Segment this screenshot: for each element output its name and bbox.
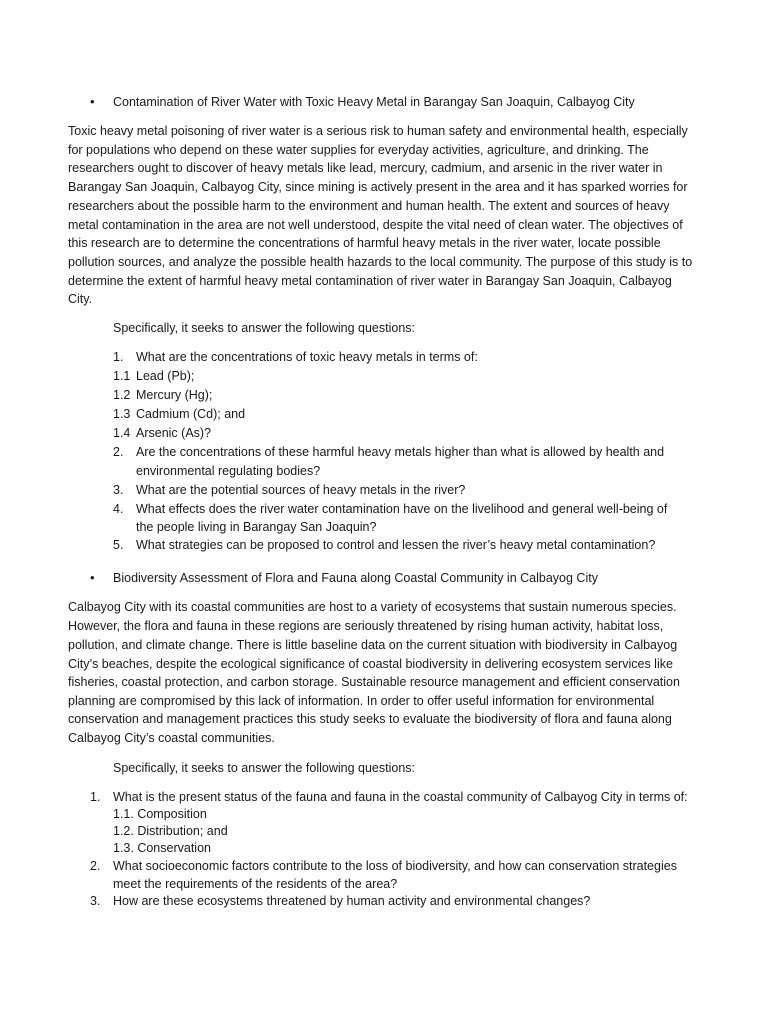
list-number: 1.3 <box>113 407 131 421</box>
paragraph-line: City. <box>68 292 93 307</box>
sub-list-item: 1.2. Distribution; and <box>113 824 228 838</box>
paragraph-line: pollution sources, and analyze the possible health hazards to the local community. The purpose of this study is to <box>68 254 693 269</box>
list-number: 1. <box>113 350 124 364</box>
list-item: Mercury (Hg); <box>136 388 213 402</box>
list-item: What is the present status of the fauna and fauna in the coastal community of Calbayog City in terms of: <box>113 790 688 804</box>
list-item: How are these ecosystems threatened by human activity and environmental changes? <box>113 894 591 908</box>
list-number: 1. <box>90 790 101 804</box>
list-item: Lead (Pb); <box>136 369 195 383</box>
section-heading: Contamination of River Water with Toxic Heavy Metal in Barangay San Joaquin, Calbayog City <box>113 95 635 109</box>
list-item-continuation: environmental regulating bodies? <box>136 464 321 478</box>
list-number: 3. <box>90 894 101 908</box>
list-item: Are the concentrations of these harmful heavy metals higher than what is allowed by health and <box>136 445 665 459</box>
questions-intro: Specifically, it seeks to answer the following questions: <box>113 321 416 335</box>
paragraph-line: planning are compromised by this lack of information. In order to offer useful information for environmental <box>68 694 655 708</box>
paragraph-line: conservation and management practices this study seeks to evaluate the biodiversity of flora and fauna along <box>68 712 672 726</box>
paragraph-line: However, the flora and fauna in these regions are seriously threatened by rising human activity, habitat loss, <box>68 619 664 633</box>
paragraph-line: pollution, and climate change. There is little baseline data on the current situation with biodiversity in Calbayog <box>68 638 678 652</box>
list-item-continuation: the people living in Barangay San Joaquin? <box>136 520 377 534</box>
list-number: 2. <box>90 859 101 873</box>
paragraph-line: determine the extent of harmful heavy metal contamination of river water in Barangay San Joaquin, Calbayog <box>68 273 672 288</box>
sub-list-item: 1.3. Conservation <box>113 841 211 855</box>
bullet-marker: • <box>90 570 95 585</box>
list-item: What effects does the river water contamination have on the livelihood and general well-being of <box>136 502 668 516</box>
list-item: Arsenic (As)? <box>136 426 212 440</box>
list-number: 4. <box>113 502 124 516</box>
paragraph-line: Barangay San Joaquin, Calbayog City, since mining is actively present in the area and it has sparked worries for <box>68 180 688 195</box>
paragraph-line: researchers about the possible harm to the environment and human health. The extent and sources of heavy <box>68 198 670 213</box>
list-item: What strategies can be proposed to control and lessen the river’s heavy metal contamination? <box>136 538 656 552</box>
paragraph-line: City’s beaches, despite the ecological significance of coastal biodiversity in delivering ecosystem services like <box>68 657 673 671</box>
list-item: Cadmium (Cd); and <box>136 407 246 421</box>
sub-list-item: 1.1. Composition <box>113 807 207 821</box>
list-number: 2. <box>113 445 124 459</box>
section-heading: Biodiversity Assessment of Flora and Fauna along Coastal Community in Calbayog City <box>113 571 598 585</box>
questions-intro: Specifically, it seeks to answer the following questions: <box>113 761 416 775</box>
list-number: 1.2 <box>113 388 131 402</box>
list-number: 1.4 <box>113 426 131 440</box>
paragraph-line: for populations who depend on these water supplies for everyday activities, agriculture, and drinking. The <box>68 142 649 157</box>
bullet-marker: • <box>90 94 95 109</box>
list-item-continuation: meet the requirements of the residents of the area? <box>113 877 398 891</box>
paragraph-line: researchers ought to discover of heavy metals like lead, mercury, cadmium, and arsenic in the river water in <box>68 161 663 176</box>
paragraph-line: Calbayog City with its coastal communities are host to a variety of ecosystems that sustain numerous species. <box>68 600 677 614</box>
list-item: What are the concentrations of toxic heavy metals in terms of: <box>136 350 478 364</box>
list-number: 5. <box>113 538 124 552</box>
paragraph-line: Toxic heavy metal poisoning of river water is a serious risk to human safety and environmental health, especially <box>68 124 688 138</box>
list-item: What socioeconomic factors contribute to the loss of biodiversity, and how can conservation strategies <box>113 859 677 873</box>
paragraph-line: Calbayog City’s coastal communities. <box>68 731 275 745</box>
list-number: 1.1 <box>113 369 131 383</box>
paragraph-line: metal contamination in the area are not well understood, despite the vital need of clean water. The objectives of <box>68 217 683 232</box>
paragraph-line: fisheries, coastal protection, and carbon storage. Sustainable resource management and efficient conservation <box>68 675 680 689</box>
list-number: 3. <box>113 483 124 497</box>
paragraph-line: this research are to determine the concentrations of harmful heavy metals in the river water, locate possible <box>68 236 661 251</box>
list-item: What are the potential sources of heavy metals in the river? <box>136 483 466 497</box>
